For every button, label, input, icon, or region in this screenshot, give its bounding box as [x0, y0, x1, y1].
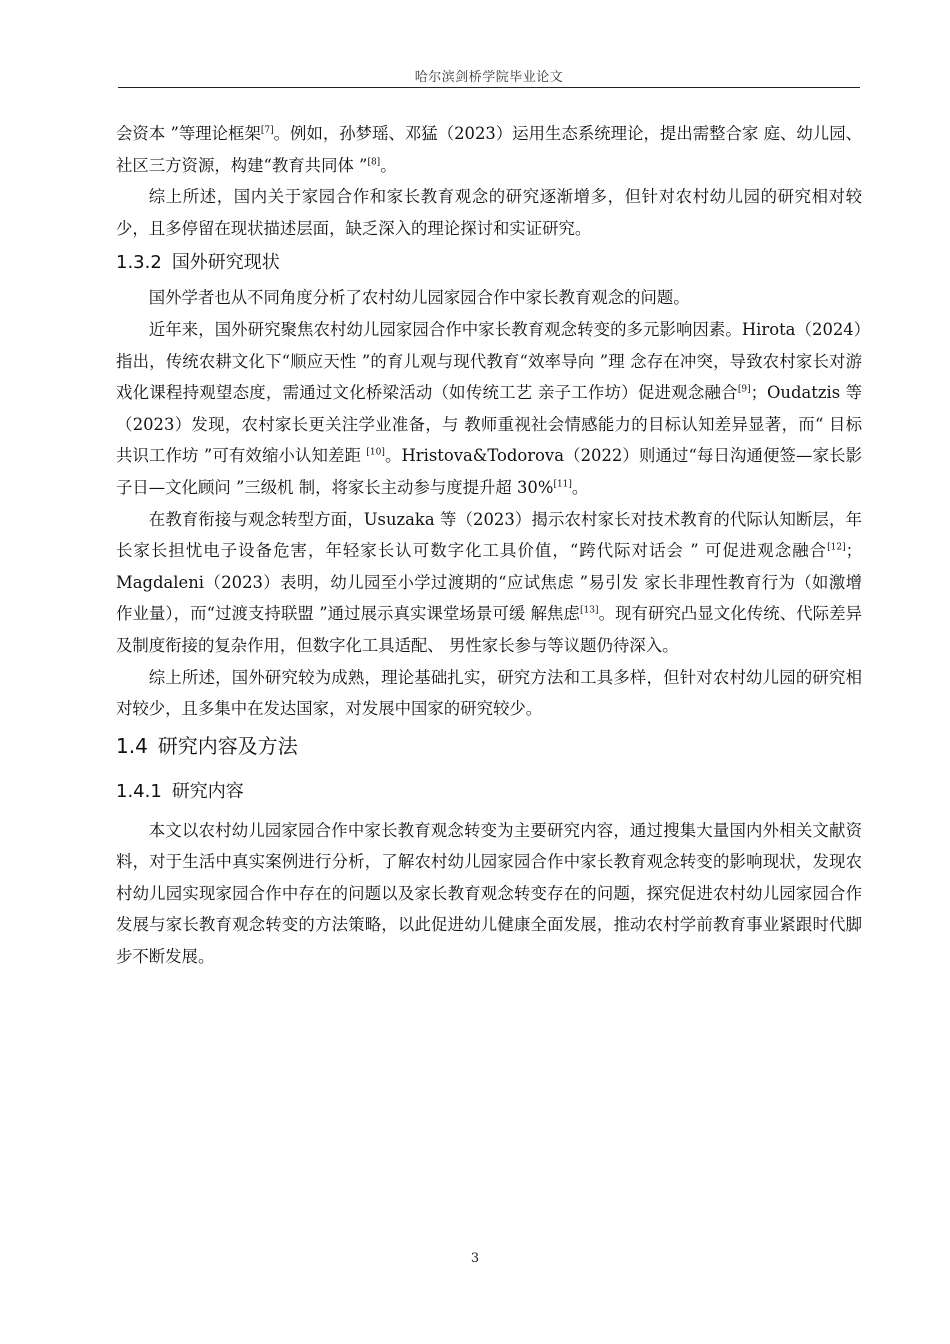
paragraph-continuation: 会资本 ”等理论框架[7]。例如，孙梦瑶、邓猛（2023）运用生态系统理论，提出需整合家 庭、幼儿园、社区三方资源，构建“教育共同体 ”[8]。 [116, 124, 862, 175]
page-number: 3 [470, 1251, 480, 1266]
section-title: 国外研究现状 [171, 252, 280, 274]
paragraph-foreign-intro: 国外学者也从不同角度分析了农村幼儿园家园合作中家长教育观念的问题。 [148, 288, 690, 308]
running-header: 哈尔滨剑桥学院毕业论文 [414, 70, 564, 85]
section-title: 研究内容 [171, 780, 244, 802]
paragraph-research-content: 本文以农村幼儿园家园合作中家长教育观念转变为主要研究内容，通过搜集大量国内外相关文献资料，对于生活中真实案例进行分析，了解农村幼儿园家园合作中家长教育观念转变的影响现状，发现农村幼儿园实现家园合作中存在的问题以及家长教育观念转变存在的问题，探究促进农村幼儿园家园合作发展与家长教育观念转变的方法策略，以此促进幼儿健康全面发展，推动农村学前教育事业紧跟时代脚步不断发展。 [116, 820, 862, 967]
paragraph-foreign-summary: 综上所述，国外研究较为成熟，理论基础扎实，研究方法和工具多样，但针对农村幼儿园的研究相对较少，且多集中在发达国家，对发展中国家的研究较少。 [116, 667, 862, 719]
section-heading-1-4-1 [116, 773, 862, 811]
citation: [11] [553, 479, 572, 490]
citation: [13] [580, 605, 599, 616]
section-number: 1.4.1 [116, 780, 162, 802]
paragraph-domestic-summary: 综上所述，国内关于家园合作和家长教育观念的研究逐渐增多，但针对农村幼儿园的研究相对较少，且多停留在现状描述层面，缺乏深入的理论探讨和实证研究。 [116, 187, 862, 238]
citation: [8] [367, 157, 381, 168]
section-number: 1.3.2 [116, 252, 162, 274]
citation: [9] [737, 384, 751, 395]
citation: [10] [366, 447, 385, 458]
section-number: 1.4 [116, 733, 148, 758]
section-heading-1-4 [116, 725, 862, 767]
paragraph-foreign-factors: 近年来，国外研究聚焦农村幼儿园家园合作中家长教育观念转变的多元影响因素。Hirota（2024）指出，传统农耕文化下“顺应天性 ”的育儿观与现代教育“效率导向 ”理 念存在冲突，导致农村家长对游戏化课程持观望态度，需通过文化桥梁活动（如传统工艺 亲子工作坊）促进观念融合[9]；Oudatzis 等（2023）发现，农村家长更关注学业准备，与 教师重视社会情感能力的目标认知差异显著，而“ 目标共识工作坊 ”可有效缩小认知差距 [10]。Hristova&Todorova（2022）则通过“每日沟通便签—家长影子日—文化顾问 ”三级机 制，将家长主动参与度提升超 30%[11]。 [116, 319, 863, 497]
citation: [12] [827, 542, 846, 553]
page-body [116, 118, 862, 973]
section-heading-1-3-2 [116, 244, 862, 282]
section-title: 研究内容及方法 [157, 733, 298, 758]
paragraph-education-transition: 在教育衔接与观念转型方面，Usuzaka 等（2023）揭示农村家长对技术教育的代际认知断层，年长家长担忧电子设备危害，年轻家长认可数字化工具价值，“跨代际对话会 ” 可促进观念融合[12]；Magdaleni（2023）表明，幼儿园至小学过渡期的“应试焦虑 ”易引发 家长非理性教育行为（如激增作业量），而“过渡支持联盟 ”通过展示真实课堂场景可缓 解焦虑[13]。现有研究凸显文化传统、代际差异及制度衔接的复杂作用，但数字化工具适配、 男性家长参与等议题仍待深入。 [116, 509, 863, 655]
citation: [7] [260, 125, 274, 136]
header-rule [118, 87, 860, 88]
